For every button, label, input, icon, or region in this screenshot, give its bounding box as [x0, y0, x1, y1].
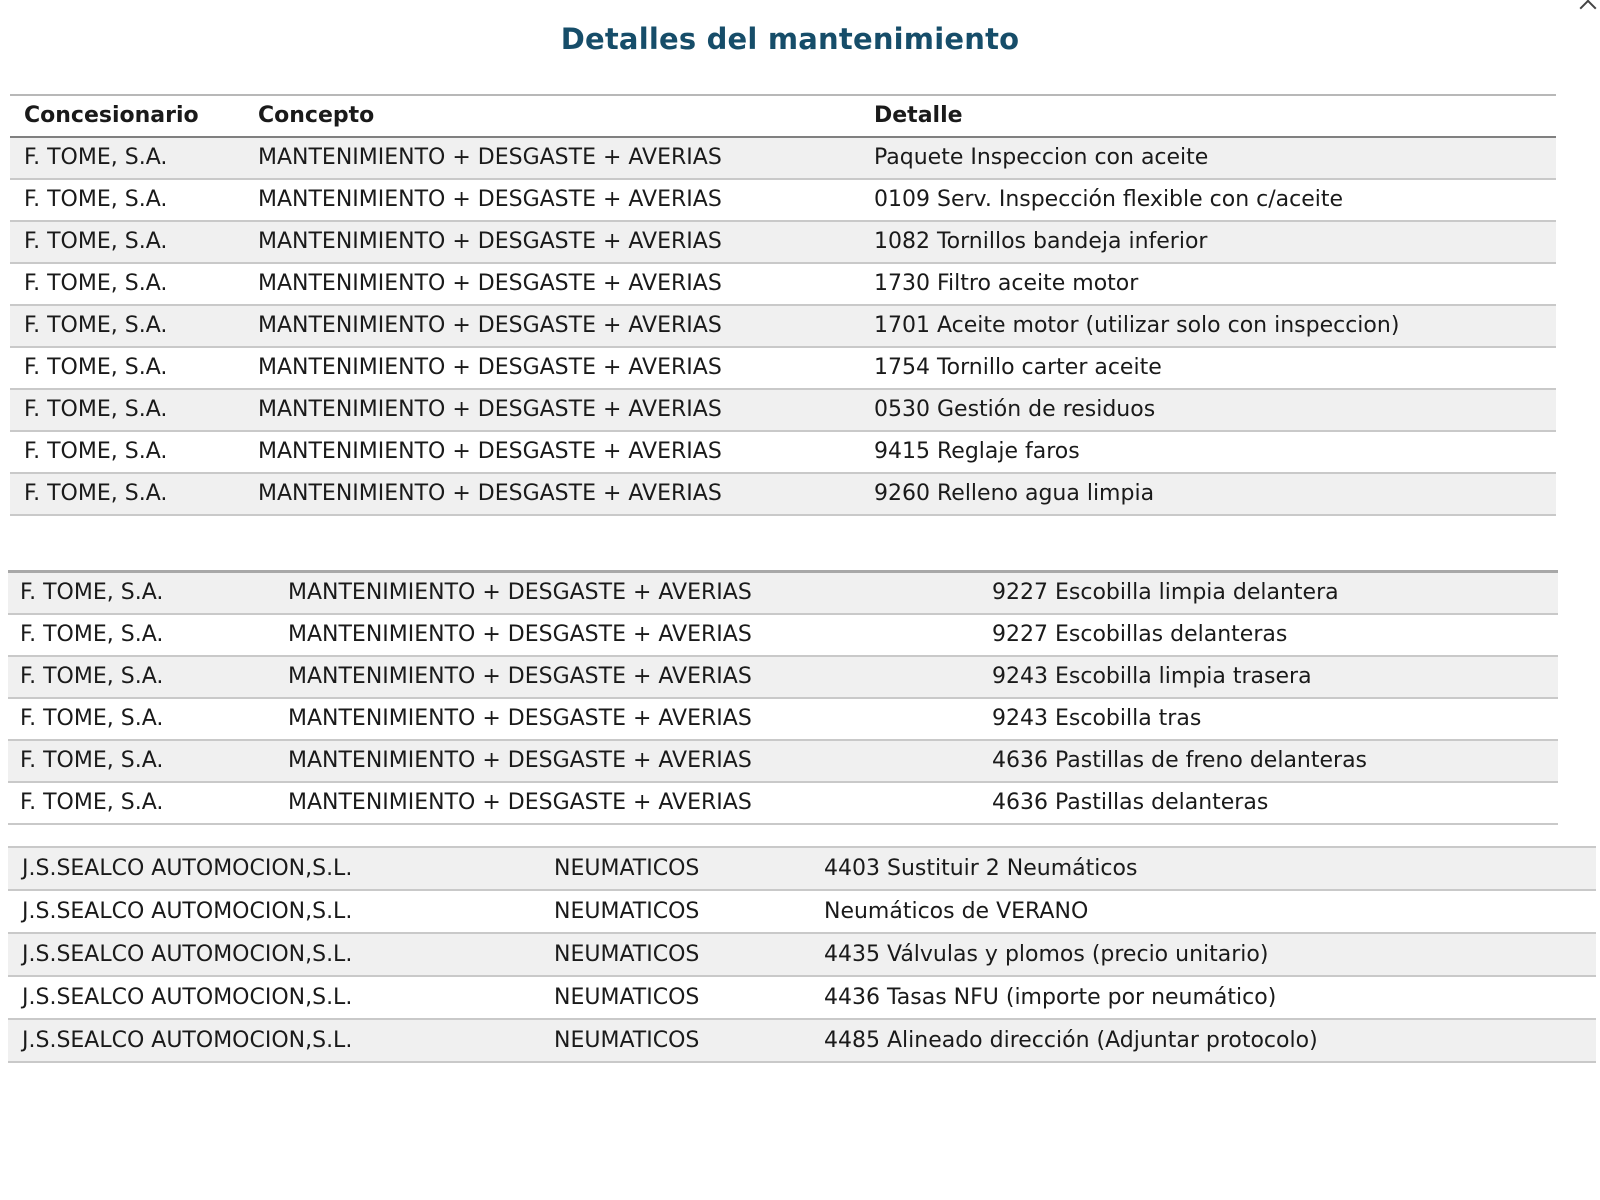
concesionario-cell: F. TOME, S.A. [20, 790, 164, 815]
table-row [8, 615, 1558, 657]
detalle-cell: Neumáticos de VERANO [824, 899, 1089, 924]
table-header-row [10, 96, 1556, 138]
table-row [10, 264, 1556, 306]
detalle-cell: 9227 Escobillas delanteras [992, 622, 1288, 647]
concepto-cell: MANTENIMIENTO + DESGASTE + AVERIAS [258, 271, 722, 296]
detalle-cell: 4435 Válvulas y plomos (precio unitario) [824, 942, 1269, 967]
concesionario-cell: F. TOME, S.A. [24, 229, 168, 254]
concesionario-cell: J.S.SEALCO AUTOMOCION,S.L. [22, 985, 353, 1010]
concesionario-cell: F. TOME, S.A. [24, 355, 168, 380]
table-row [10, 474, 1556, 516]
table-row [10, 138, 1556, 180]
detalle-cell: 4403 Sustituir 2 Neumáticos [824, 856, 1138, 881]
detalle-cell: 9227 Escobilla limpia delantera [992, 580, 1339, 605]
concepto-cell: MANTENIMIENTO + DESGASTE + AVERIAS [288, 580, 752, 605]
concepto-cell: MANTENIMIENTO + DESGASTE + AVERIAS [258, 397, 722, 422]
detalle-cell: 0109 Serv. Inspección flexible con c/aceite [874, 187, 1344, 212]
table-row [8, 934, 1596, 977]
detalle-cell: Paquete Inspeccion con aceite [874, 145, 1209, 170]
concepto-cell: MANTENIMIENTO + DESGASTE + AVERIAS [288, 748, 752, 773]
concesionario-cell: F. TOME, S.A. [24, 187, 168, 212]
table-row [8, 657, 1558, 699]
detalle-cell: 9260 Relleno agua limpia [874, 481, 1155, 506]
detalle-cell: 4436 Tasas NFU (importe por neumático) [824, 985, 1277, 1010]
detalle-cell: 9243 Escobilla tras [992, 706, 1202, 731]
table-body [8, 573, 1558, 825]
detalle-cell: 4636 Pastillas delanteras [992, 790, 1269, 815]
detalle-cell: 9415 Reglaje faros [874, 439, 1080, 464]
concepto-cell: MANTENIMIENTO + DESGASTE + AVERIAS [258, 187, 722, 212]
table-body [8, 848, 1596, 1063]
table-row [10, 306, 1556, 348]
table-row [8, 573, 1558, 615]
concepto-cell: MANTENIMIENTO + DESGASTE + AVERIAS [288, 706, 752, 731]
table-row [8, 1020, 1596, 1063]
concepto-cell: MANTENIMIENTO + DESGASTE + AVERIAS [288, 664, 752, 689]
concepto-cell: MANTENIMIENTO + DESGASTE + AVERIAS [258, 145, 722, 170]
table-row [10, 348, 1556, 390]
detalle-cell: 0530 Gestión de residuos [874, 397, 1156, 422]
concepto-cell: NEUMATICOS [554, 942, 700, 967]
table-row [8, 891, 1596, 934]
detalle-cell: 1701 Aceite motor (utilizar solo con inspeccion) [874, 313, 1400, 338]
column-header-detalle: Detalle [874, 103, 963, 128]
maintenance-table-wipers-brakes [8, 570, 1558, 825]
table-row [10, 222, 1556, 264]
table-row [8, 977, 1596, 1020]
table-row [10, 432, 1556, 474]
table-row [8, 741, 1558, 783]
detalle-cell: 1082 Tornillos bandeja inferior [874, 229, 1208, 254]
detalle-cell: 4636 Pastillas de freno delanteras [992, 748, 1368, 773]
detalle-cell: 4485 Alineado dirección (Adjuntar protocolo) [824, 1028, 1318, 1053]
column-header-concesionario: Concesionario [24, 103, 199, 128]
concesionario-cell: F. TOME, S.A. [20, 580, 164, 605]
concesionario-cell: J.S.SEALCO AUTOMOCION,S.L. [22, 1028, 353, 1053]
table-row [10, 390, 1556, 432]
concesionario-cell: J.S.SEALCO AUTOMOCION,S.L. [22, 899, 353, 924]
chevron-up-icon[interactable] [1580, 0, 1597, 16]
concepto-cell: MANTENIMIENTO + DESGASTE + AVERIAS [258, 229, 722, 254]
page-title: Detalles del mantenimiento [560, 22, 1020, 56]
concepto-cell: NEUMATICOS [554, 985, 700, 1010]
concepto-cell: NEUMATICOS [554, 899, 700, 924]
concepto-cell: NEUMATICOS [554, 1028, 700, 1053]
table-row [8, 848, 1596, 891]
detalle-cell: 1754 Tornillo carter aceite [874, 355, 1162, 380]
concepto-cell: MANTENIMIENTO + DESGASTE + AVERIAS [288, 622, 752, 647]
table-row [8, 783, 1558, 825]
concesionario-cell: J.S.SEALCO AUTOMOCION,S.L. [22, 856, 353, 881]
table-row [8, 699, 1558, 741]
concesionario-cell: F. TOME, S.A. [24, 313, 168, 338]
table-row [10, 180, 1556, 222]
concesionario-cell: F. TOME, S.A. [24, 439, 168, 464]
maintenance-table-dealer-tome [10, 94, 1556, 516]
concepto-cell: MANTENIMIENTO + DESGASTE + AVERIAS [258, 439, 722, 464]
concesionario-cell: F. TOME, S.A. [24, 397, 168, 422]
concepto-cell: NEUMATICOS [554, 856, 700, 881]
detalle-cell: 1730 Filtro aceite motor [874, 271, 1139, 296]
concesionario-cell: F. TOME, S.A. [24, 145, 168, 170]
concesionario-cell: F. TOME, S.A. [20, 706, 164, 731]
concesionario-cell: J.S.SEALCO AUTOMOCION,S.L. [22, 942, 353, 967]
concepto-cell: MANTENIMIENTO + DESGASTE + AVERIAS [288, 790, 752, 815]
concesionario-cell: F. TOME, S.A. [20, 748, 164, 773]
column-header-concepto: Concepto [258, 103, 375, 128]
maintenance-table-tyres [8, 846, 1596, 1063]
concesionario-cell: F. TOME, S.A. [20, 664, 164, 689]
concesionario-cell: F. TOME, S.A. [24, 271, 168, 296]
table-body [10, 138, 1556, 516]
concepto-cell: MANTENIMIENTO + DESGASTE + AVERIAS [258, 355, 722, 380]
detalle-cell: 9243 Escobilla limpia trasera [992, 664, 1312, 689]
concepto-cell: MANTENIMIENTO + DESGASTE + AVERIAS [258, 313, 722, 338]
concepto-cell: MANTENIMIENTO + DESGASTE + AVERIAS [258, 481, 722, 506]
concesionario-cell: F. TOME, S.A. [24, 481, 168, 506]
concesionario-cell: F. TOME, S.A. [20, 622, 164, 647]
